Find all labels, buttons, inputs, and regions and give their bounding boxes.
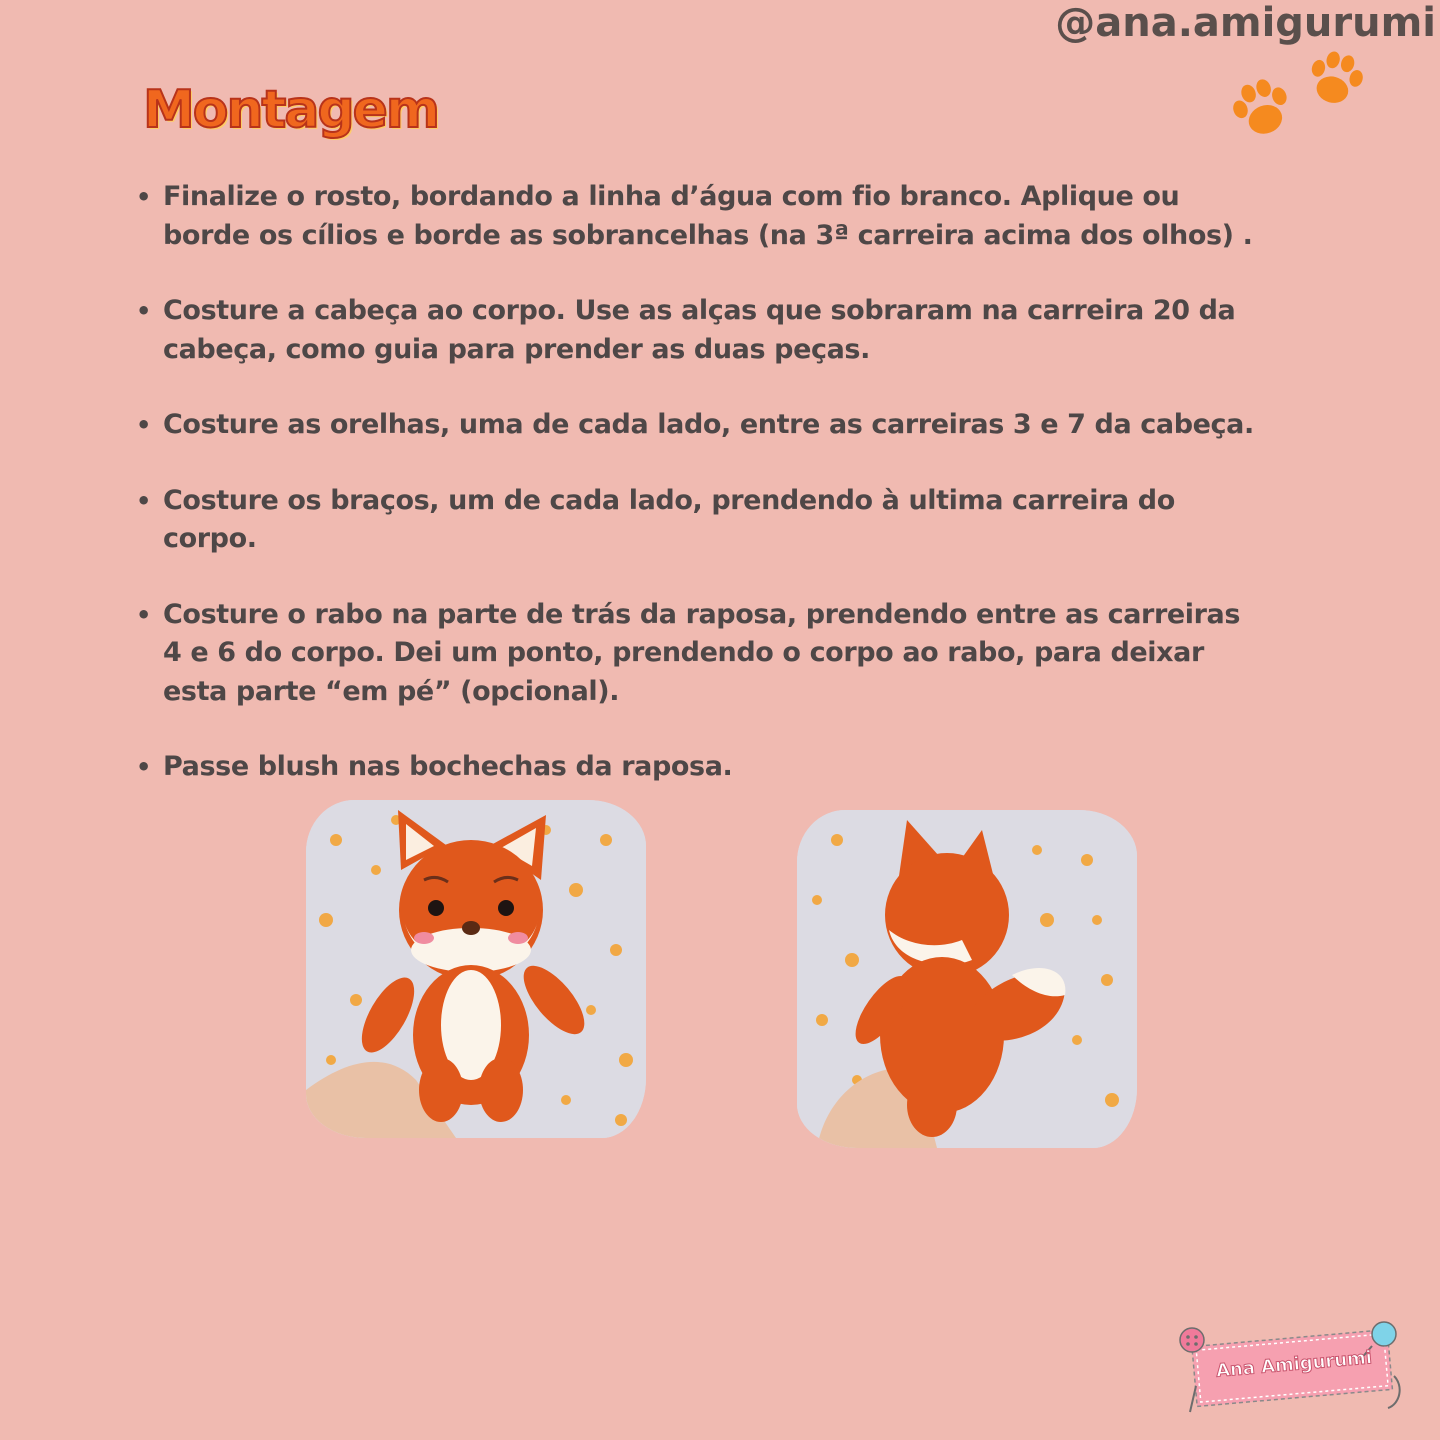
- instruction-item: • Costure a cabeça ao corpo. Use as alças que sobraram na carreira 20 da cabeça, como guia para prender as duas peças.: [136, 292, 1266, 369]
- brand-badge: [1176, 1316, 1408, 1416]
- instruction-item: • Costure as orelhas, uma de cada lado, entre as carreiras 3 e 7 da cabeça.: [136, 406, 1266, 445]
- paw-print-icon: [1227, 73, 1297, 142]
- fox-back-photo: [797, 810, 1137, 1148]
- paw-print-icon: [1304, 48, 1367, 109]
- button-icon: [1180, 1328, 1204, 1352]
- instruction-item: • Costure os braços, um de cada lado, prendendo à ultima carreira do corpo.: [136, 482, 1266, 559]
- instructions-list: [136, 178, 1266, 787]
- brand-label: Ana Amigurumi: [1215, 1347, 1373, 1382]
- page-title: Montagem: [143, 80, 439, 140]
- fox-front-photo: [306, 800, 646, 1138]
- yarn-ball-icon: [1372, 1322, 1396, 1346]
- instructions-section: [136, 178, 1266, 824]
- instruction-item: • Passe blush nas bochechas da raposa.: [136, 748, 1266, 787]
- instruction-item: • Finalize o rosto, bordando a linha d’água com fio branco. Aplique ou borde os cílios e borde as sobrancelhas (na 3ª carreira acima dos olhos) .: [136, 178, 1266, 255]
- instruction-item: • Costure o rabo na parte de trás da raposa, prendendo entre as carreiras 4 e 6 do corpo. Dei um ponto, prendendo o corpo ao rabo, para deixar esta parte “em pé” (opcional).: [136, 596, 1266, 712]
- paw-prints-decoration: [1222, 48, 1372, 148]
- instagram-handle: @ana.amigurumi: [1055, 0, 1436, 46]
